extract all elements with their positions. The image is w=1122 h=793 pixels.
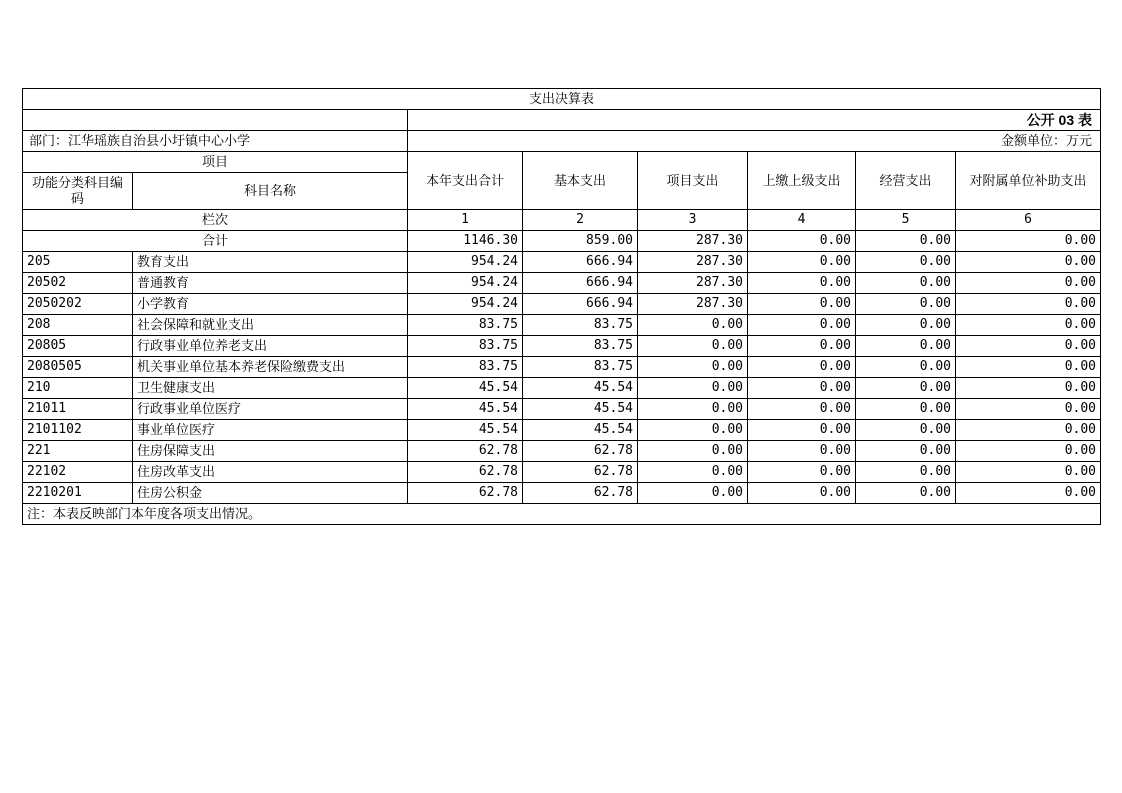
row-value-5: 0.00 [856,399,956,420]
total-value-5: 0.00 [856,231,956,252]
row-value-1: 83.75 [408,357,523,378]
row-name: 行政事业单位养老支出 [133,336,408,357]
row-value-4: 0.00 [748,399,856,420]
total-value-1: 1146.30 [408,231,523,252]
row-value-2: 45.54 [523,399,638,420]
row-code: 2080505 [23,357,133,378]
project-header: 项目 [23,152,408,173]
row-value-4: 0.00 [748,462,856,483]
header-project-expenditure: 项目支出 [638,152,748,210]
row-name: 社会保障和就业支出 [133,315,408,336]
row-value-1: 83.75 [408,315,523,336]
row-value-2: 45.54 [523,420,638,441]
row-value-6: 0.00 [956,441,1101,462]
row-name: 住房保障支出 [133,441,408,462]
row-value-5: 0.00 [856,378,956,399]
row-value-4: 0.00 [748,252,856,273]
row-value-6: 0.00 [956,399,1101,420]
department-row [23,131,1101,152]
row-code: 22102 [23,462,133,483]
row-code: 20805 [23,336,133,357]
row-name: 小学教育 [133,294,408,315]
column-number-1: 1 [408,210,523,231]
header-function-code: 功能分类科目编码 [23,173,133,210]
row-value-2: 83.75 [523,336,638,357]
table-row [23,462,1101,483]
row-value-5: 0.00 [856,462,956,483]
total-value-4: 0.00 [748,231,856,252]
row-value-6: 0.00 [956,420,1101,441]
row-value-1: 954.24 [408,294,523,315]
row-value-5: 0.00 [856,483,956,504]
row-name: 普通教育 [133,273,408,294]
table-row [23,378,1101,399]
expenditure-table [22,88,1101,525]
table-row [23,420,1101,441]
table-title-row [23,89,1101,110]
row-value-2: 666.94 [523,252,638,273]
column-number-6: 6 [956,210,1101,231]
row-value-6: 0.00 [956,315,1101,336]
row-value-4: 0.00 [748,273,856,294]
row-value-5: 0.00 [856,294,956,315]
column-number-row [23,210,1101,231]
table-note: 注：本表反映部门本年度各项支出情况。 [23,504,1101,525]
row-value-6: 0.00 [956,483,1101,504]
row-value-1: 45.54 [408,378,523,399]
total-label: 合计 [23,231,408,252]
total-value-3: 287.30 [638,231,748,252]
row-value-6: 0.00 [956,357,1101,378]
header-subject-name: 科目名称 [133,173,408,210]
row-value-5: 0.00 [856,441,956,462]
row-value-1: 62.78 [408,483,523,504]
row-value-1: 62.78 [408,462,523,483]
row-value-4: 0.00 [748,357,856,378]
row-name: 机关事业单位基本养老保险缴费支出 [133,357,408,378]
row-code: 205 [23,252,133,273]
page-title: 支出决算表 [23,89,1101,110]
row-value-6: 0.00 [956,462,1101,483]
row-value-3: 0.00 [638,441,748,462]
row-name: 事业单位医疗 [133,420,408,441]
public-row-left-spacer [23,110,408,131]
row-value-3: 0.00 [638,336,748,357]
row-name: 住房公积金 [133,483,408,504]
row-code: 221 [23,441,133,462]
row-name: 行政事业单位医疗 [133,399,408,420]
row-value-5: 0.00 [856,273,956,294]
row-code: 208 [23,315,133,336]
row-value-6: 0.00 [956,378,1101,399]
row-value-2: 83.75 [523,357,638,378]
total-value-2: 859.00 [523,231,638,252]
row-index-label: 栏次 [23,210,408,231]
header-upper-level-payment: 上缴上级支出 [748,152,856,210]
header-row-project [23,152,1101,173]
row-value-2: 45.54 [523,378,638,399]
row-value-3: 0.00 [638,399,748,420]
row-value-4: 0.00 [748,378,856,399]
note-row [23,504,1101,525]
row-value-5: 0.00 [856,357,956,378]
row-value-4: 0.00 [748,315,856,336]
row-value-2: 666.94 [523,273,638,294]
column-number-2: 2 [523,210,638,231]
row-code: 2050202 [23,294,133,315]
amount-unit: 金额单位：万元 [408,131,1101,152]
row-value-1: 954.24 [408,273,523,294]
row-value-4: 0.00 [748,294,856,315]
table-row [23,294,1101,315]
column-number-5: 5 [856,210,956,231]
row-value-6: 0.00 [956,252,1101,273]
row-value-6: 0.00 [956,336,1101,357]
row-value-3: 287.30 [638,252,748,273]
column-number-4: 4 [748,210,856,231]
row-value-5: 0.00 [856,315,956,336]
public-table-number: 公开 03 表 [408,110,1101,131]
row-value-3: 0.00 [638,462,748,483]
column-number-3: 3 [638,210,748,231]
department-name: 部门：江华瑶族自治县小圩镇中心小学 [23,131,408,152]
row-value-3: 287.30 [638,273,748,294]
row-code: 2210201 [23,483,133,504]
row-value-6: 0.00 [956,273,1101,294]
row-value-3: 287.30 [638,294,748,315]
row-value-4: 0.00 [748,420,856,441]
row-value-2: 62.78 [523,483,638,504]
row-value-4: 0.00 [748,336,856,357]
table-row [23,273,1101,294]
table-row [23,252,1101,273]
header-total-expenditure: 本年支出合计 [408,152,523,210]
row-value-1: 62.78 [408,441,523,462]
header-operating-expenditure: 经营支出 [856,152,956,210]
row-name: 住房改革支出 [133,462,408,483]
row-value-3: 0.00 [638,357,748,378]
table-row [23,357,1101,378]
row-code: 21011 [23,399,133,420]
row-value-1: 45.54 [408,399,523,420]
row-value-6: 0.00 [956,294,1101,315]
table-row [23,399,1101,420]
row-value-2: 83.75 [523,315,638,336]
header-basic-expenditure: 基本支出 [523,152,638,210]
table-row [23,441,1101,462]
row-value-2: 62.78 [523,441,638,462]
table-row [23,483,1101,504]
row-value-3: 0.00 [638,420,748,441]
table-row [23,336,1101,357]
row-code: 210 [23,378,133,399]
public-label-row [23,110,1101,131]
table-row [23,315,1101,336]
row-value-3: 0.00 [638,315,748,336]
total-value-6: 0.00 [956,231,1101,252]
row-code: 2101102 [23,420,133,441]
row-value-4: 0.00 [748,483,856,504]
row-value-5: 0.00 [856,420,956,441]
row-value-5: 0.00 [856,336,956,357]
row-value-1: 954.24 [408,252,523,273]
total-row [23,231,1101,252]
header-subsidy-to-affiliated-units: 对附属单位补助支出 [956,152,1101,210]
row-name: 教育支出 [133,252,408,273]
row-value-2: 666.94 [523,294,638,315]
row-value-5: 0.00 [856,252,956,273]
row-value-3: 0.00 [638,483,748,504]
row-name: 卫生健康支出 [133,378,408,399]
row-value-4: 0.00 [748,441,856,462]
row-value-2: 62.78 [523,462,638,483]
row-value-3: 0.00 [638,378,748,399]
expenditure-final-accounts-sheet [22,88,1100,525]
row-value-1: 83.75 [408,336,523,357]
row-value-1: 45.54 [408,420,523,441]
row-code: 20502 [23,273,133,294]
